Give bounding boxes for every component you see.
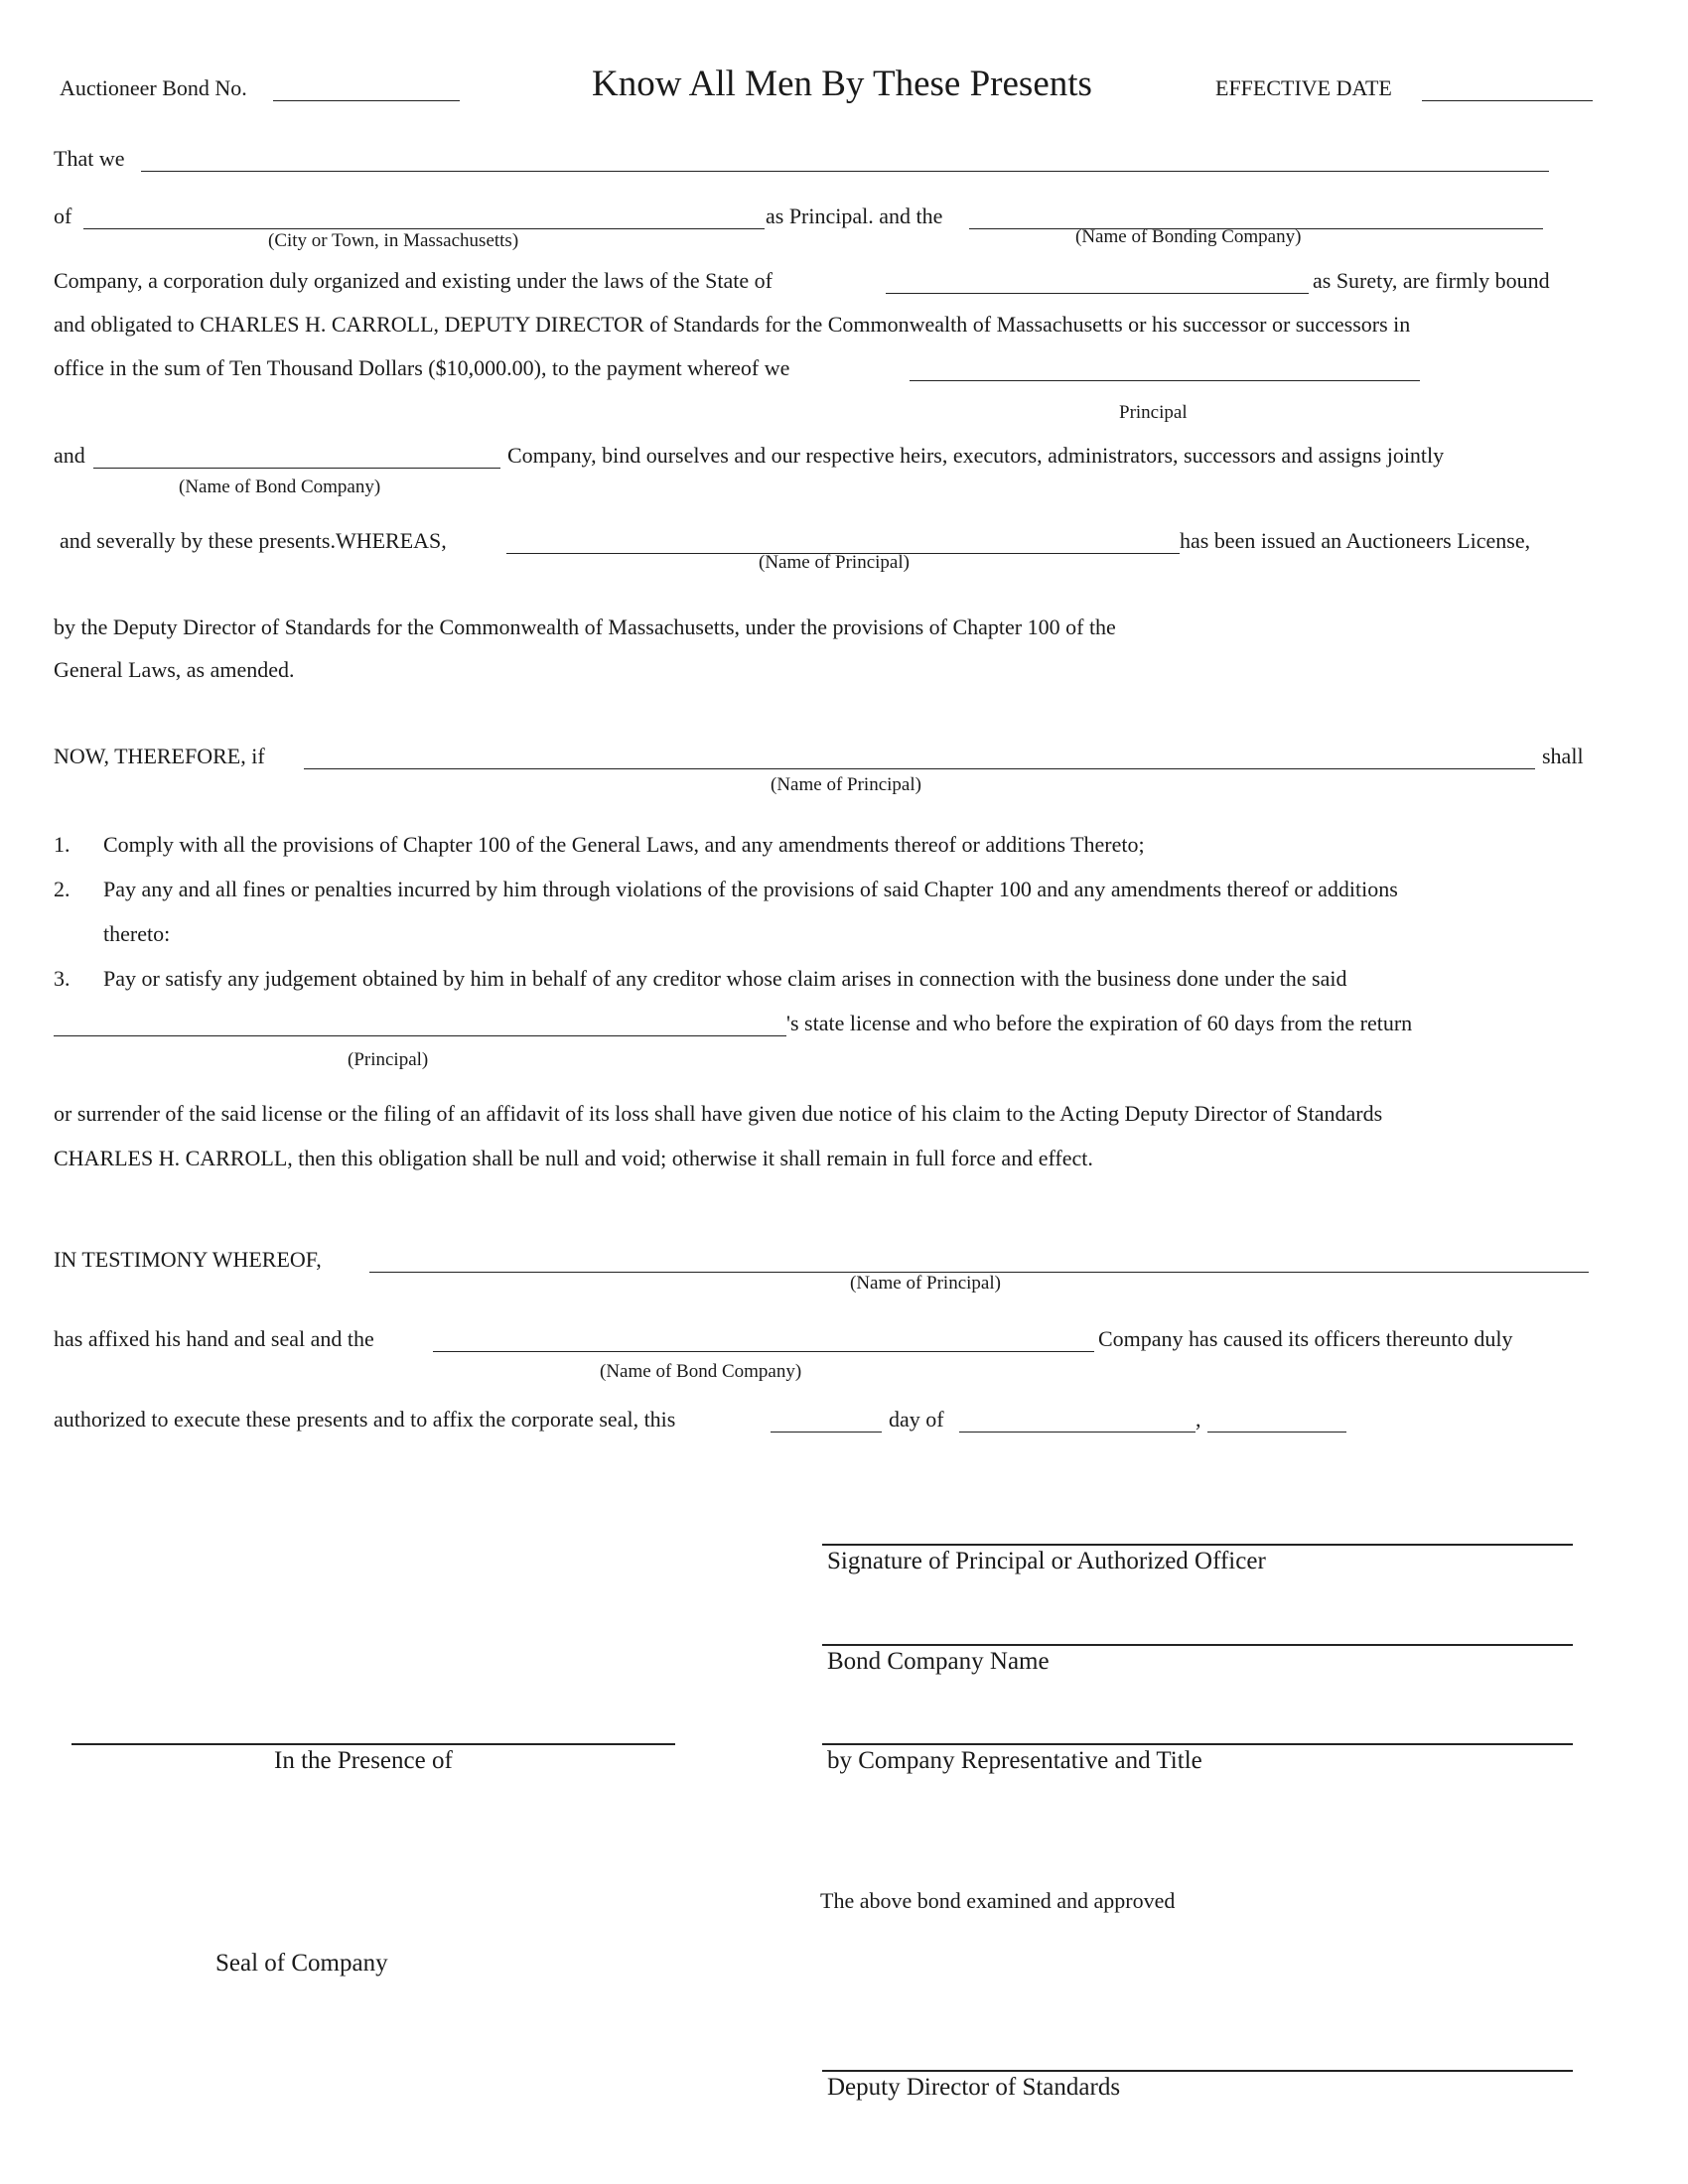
day-of-text: day of: [889, 1407, 944, 1432]
representative-signature-line[interactable]: [822, 1743, 1573, 1745]
principal-payment-field[interactable]: [910, 380, 1420, 381]
seal-bond-company-field[interactable]: [433, 1351, 1094, 1352]
testimony-text: IN TESTIMONY WHEREOF,: [54, 1247, 322, 1272]
principal-caption: Principal: [1119, 402, 1188, 423]
effective-date-field[interactable]: [1422, 100, 1593, 101]
of-label: of: [54, 204, 72, 228]
deputy-director-text: by the Deputy Director of Standards for the Commonwealth of Massachusetts, under the provisions of Chapter 100 of the: [54, 614, 1116, 639]
day-field[interactable]: [771, 1432, 882, 1433]
therefore-principal-field[interactable]: [304, 768, 1535, 769]
surrender-text: or surrender of the said license or the filing of an affidavit of its loss shall have given due notice of his claim to the Acting Deputy Director of Standards: [54, 1101, 1383, 1126]
corporation-text: Company, a corporation duly organized and existing under the laws of the State of: [54, 268, 773, 293]
and-label: and: [54, 443, 85, 468]
representative-label: by Company Representative and Title: [827, 1747, 1202, 1774]
bond-number-label: Auctioneer Bond No.: [60, 75, 247, 100]
item-text-continued: thereto:: [103, 921, 171, 946]
year-field[interactable]: [1207, 1432, 1346, 1433]
that-we-label: That we: [54, 146, 125, 171]
as-surety-text: as Surety, are firmly bound: [1313, 268, 1550, 293]
carroll-text: CHARLES H. CARROLL, then this obligation shall be null and void; otherwise it shall remain in full force and effect.: [54, 1146, 1093, 1170]
office-sum-text: office in the sum of Ten Thousand Dollars ($10,000.00), to the payment whereof we: [54, 355, 790, 380]
principal-signature-label: Signature of Principal or Authorized Officer: [827, 1548, 1266, 1574]
authorized-text: authorized to execute these presents and to affix the corporate seal, this: [54, 1407, 676, 1432]
city-caption: (City or Town, in Massachusetts): [268, 230, 519, 251]
principal-names-field[interactable]: [141, 171, 1549, 172]
state-license-text: 's state license and who before the expiration of 60 days from the return: [786, 1011, 1413, 1035]
general-laws-text: General Laws, as amended.: [54, 657, 295, 682]
deputy-director-signature-line[interactable]: [822, 2070, 1573, 2072]
item-text: Pay any and all fines or penalties incurred by him through violations of the provisions of said Chapter 100 and any amendments thereof or additions: [103, 877, 1398, 901]
now-therefore-text: NOW, THEREFORE, if: [54, 744, 265, 768]
issued-license-text: has been issued an Auctioneers License,: [1180, 528, 1531, 553]
seal-bond-company-caption: (Name of Bond Company): [600, 1361, 802, 1382]
shall-text: shall: [1542, 744, 1584, 768]
license-principal-field[interactable]: [54, 1035, 786, 1036]
as-principal-text: as Principal. and the: [766, 204, 943, 228]
item-number: 2.: [54, 877, 70, 901]
whereas-principal-caption: (Name of Principal): [759, 552, 910, 573]
approval-text: The above bond examined and approved: [820, 1888, 1176, 1913]
bond-company-caption: (Name of Bond Company): [179, 477, 381, 497]
item-number: 3.: [54, 966, 70, 991]
severally-text: and severally by these presents.WHEREAS,: [60, 528, 447, 553]
bond-number-field[interactable]: [273, 100, 460, 101]
bonding-company-caption: (Name of Bonding Company): [1075, 226, 1302, 247]
date-comma: ,: [1196, 1407, 1201, 1432]
item-number: 1.: [54, 832, 70, 857]
deputy-director-label: Deputy Director of Standards: [827, 2074, 1121, 2101]
effective-date-label: EFFECTIVE DATE: [1215, 75, 1392, 100]
witness-label: In the Presence of: [274, 1747, 453, 1774]
witness-signature-line[interactable]: [71, 1743, 675, 1745]
bind-text: Company, bind ourselves and our respective heirs, executors, administrators, successors and assigns jointly: [507, 443, 1445, 468]
form-title: Know All Men By These Presents: [592, 64, 1092, 104]
bond-company-name-label: Bond Company Name: [827, 1648, 1050, 1675]
affixed-text: has affixed his hand and seal and the: [54, 1326, 374, 1351]
principal-signature-line[interactable]: [822, 1544, 1573, 1546]
item-text: Comply with all the provisions of Chapter 100 of the General Laws, and any amendments thereof or additions Thereto;: [103, 832, 1145, 857]
officers-text: Company has caused its officers thereunto duly: [1098, 1326, 1513, 1351]
bond-company-field[interactable]: [93, 468, 500, 469]
state-field[interactable]: [886, 293, 1309, 294]
therefore-principal-caption: (Name of Principal): [771, 774, 921, 795]
city-field[interactable]: [83, 228, 765, 229]
bond-company-name-line[interactable]: [822, 1644, 1573, 1646]
month-field[interactable]: [959, 1432, 1196, 1433]
principal-paren-caption: (Principal): [348, 1049, 429, 1070]
seal-of-company-label: Seal of Company: [215, 1950, 388, 1977]
item-text: Pay or satisfy any judgement obtained by him in behalf of any creditor whose claim arises in connection with the business done under the said: [103, 966, 1347, 991]
obligated-text: and obligated to CHARLES H. CARROLL, DEPUTY DIRECTOR of Standards for the Commonwealth of Massachusetts or his successor or successors in: [54, 312, 1411, 337]
testimony-principal-caption: (Name of Principal): [850, 1273, 1001, 1294]
